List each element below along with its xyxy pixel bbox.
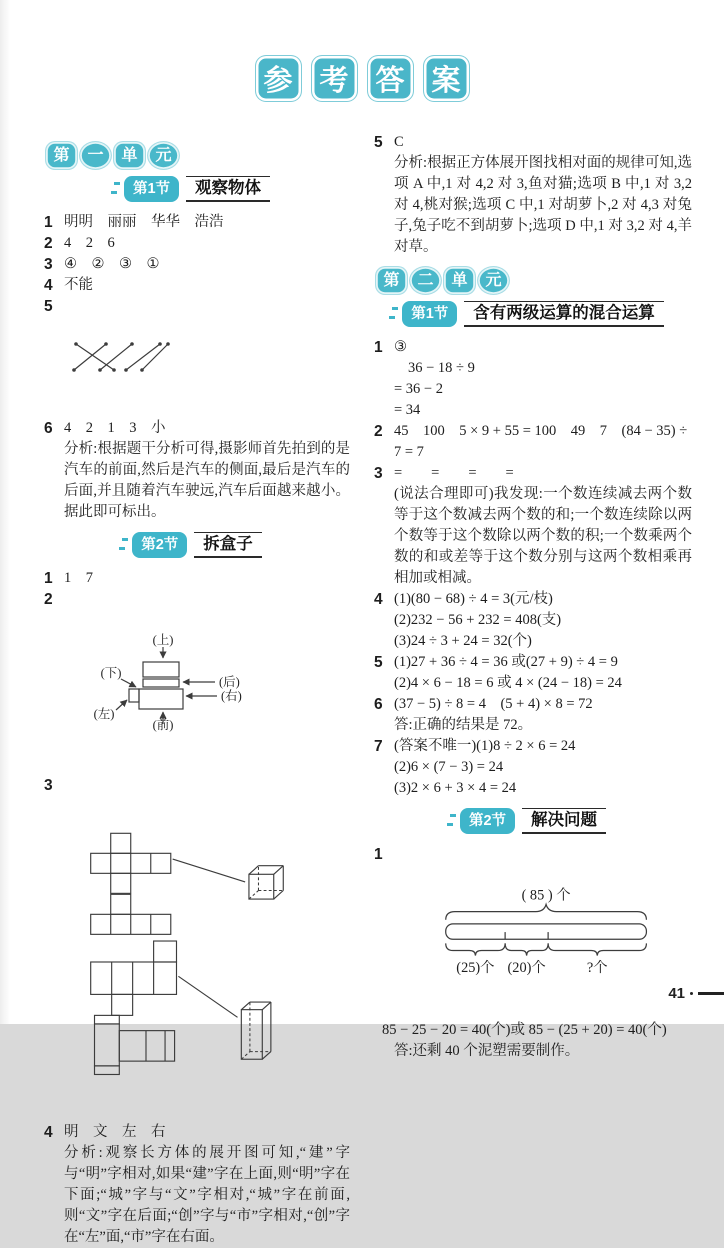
face-label-bottom: (下) — [100, 666, 122, 680]
unit-char: 单 — [444, 267, 475, 294]
unit-1-header — [46, 142, 350, 169]
title-char-tile: 答 — [368, 56, 413, 101]
analysis-paragraph: 分析:根据正方体展开图找相对面的规律可知,选项 A 中,1 对 4,2 对 3,鱼对猫;选项 B 中,1 对 3,2 对 4,桃对猴;选项 C 中,1 对胡萝卜,2 对 4,3 对兔子,兔子吃不到胡萝卜;选项 D 中,1 对 3,2 对 4,羊对草。 — [394, 155, 696, 255]
question-number: 4 — [374, 591, 383, 608]
answer-text: 明明 丽丽 华华 浩浩 — [64, 214, 224, 230]
answer-row — [44, 568, 350, 589]
labeled-box-net-diagram — [64, 633, 274, 731]
equation-line: = 34 — [394, 402, 421, 418]
answer-text: 不能 — [64, 277, 93, 293]
analysis-paragraph: 分析:根据题干分析可得,摄影师首先拍到的是汽车的前面,然后是汽车的侧面,最后是汽车的后面,并且随着汽车驶远,汽车后面越来越小。据此即可标出。 — [64, 441, 350, 520]
face-label-back: (后) — [219, 675, 240, 689]
answer-row — [374, 421, 692, 463]
title-char-tile: 参 — [256, 56, 301, 101]
question-number: 1 — [44, 570, 53, 587]
bar-total-label: ( 85 ) 个 — [521, 887, 571, 904]
title-char-tile: 考 — [312, 56, 357, 101]
unit-char: 元 — [148, 142, 179, 169]
bar-model-diagram — [415, 886, 671, 978]
answer-row-matching — [44, 296, 350, 418]
equation-line: (2)6 × (7 − 3) = 24 — [394, 759, 504, 775]
bar-segment1-label: (25)个 — [456, 960, 495, 977]
answer-row — [374, 736, 692, 757]
section-badge: 第2节 — [132, 532, 187, 558]
face-label-top: (上) — [152, 633, 174, 647]
page-title — [0, 56, 724, 101]
section-header-observe-objects — [44, 176, 350, 202]
answer-row — [374, 589, 692, 610]
answer-row — [44, 275, 350, 296]
equation-line: 85 − 25 − 20 = 40(个)或 85 − (25 + 20) = 40(个) — [382, 1022, 667, 1039]
unit-2-header — [376, 267, 692, 294]
answer-sentence: 答:正确的结果是 72。 — [394, 717, 533, 733]
equation-line: (2)4 × 6 − 18 = 6 或 4 × (24 − 18) = 24 — [394, 675, 622, 691]
answer-row — [374, 652, 692, 673]
section-header-solve-problems — [374, 808, 692, 834]
section-header-mixed-operations — [374, 301, 692, 327]
discovery-paragraph: (说法合理即可)我发现:一个数连续减去两个数等于这个数减去两个数的和;一个数连续除以两个数等于这个数除以两个数的积;一个数乘两个数的和或差等于这个数分别与这两个数相乘再相加或相减。 — [394, 486, 692, 586]
unit-char: 二 — [410, 267, 441, 294]
unit-char: 一 — [80, 142, 111, 169]
box-nets-matching-diagram — [64, 819, 350, 1078]
answer-row — [374, 463, 692, 484]
section-badge: 第2节 — [460, 808, 515, 834]
question-number: 5 — [374, 654, 383, 671]
section-badge: 第1节 — [124, 176, 179, 202]
section-badge: 第1节 — [402, 301, 457, 327]
question-number: 4 — [44, 277, 53, 294]
question-number: 1 — [374, 846, 383, 863]
answer-text: ④ ② ③ ① — [64, 256, 160, 272]
question-number: 6 — [44, 420, 53, 437]
bar-segment2-label: (20)个 — [507, 960, 546, 977]
answer-row — [374, 694, 692, 715]
page-number: 41 — [668, 985, 685, 1002]
bar-segment3-label: ?个 — [586, 960, 608, 977]
analysis-paragraph: 分析:观察长方体的展开图可知,“建”字与“明”字相对,如果“建”字在上面,则“明”字在下面;“城”字与“文”字相对,“城”字在前面,则“文”字在后面;“创”字与“市”字相对,“创”字在“左”面,“市”字在右面。 — [64, 1145, 350, 1246]
question-number: 2 — [374, 423, 383, 440]
question-number: 2 — [44, 591, 53, 608]
unit-char: 元 — [478, 267, 509, 294]
answer-text: 4 2 1 3 小 — [64, 420, 166, 436]
answer-text: ③ — [394, 339, 407, 355]
question-number: 5 — [374, 134, 383, 151]
section-header-unfold-box — [44, 532, 350, 558]
answer-row — [44, 1122, 350, 1143]
title-char-tile: 案 — [424, 56, 469, 101]
page-number-rule — [698, 992, 724, 995]
question-number: 1 — [44, 214, 53, 231]
answer-row — [374, 132, 692, 153]
unit-char: 第 — [46, 142, 77, 169]
equation-line: (3)24 ÷ 3 + 24 = 32(个) — [394, 633, 532, 649]
answer-row — [44, 418, 350, 439]
answer-row — [374, 337, 692, 358]
section-title: 解决问题 — [522, 808, 606, 834]
question-number: 4 — [44, 1124, 53, 1142]
equation-line: = 36 − 2 — [394, 381, 443, 397]
unit-char: 第 — [376, 267, 407, 294]
answer-text: 明 文 左 右 — [64, 1124, 166, 1141]
equation-line: (3)2 × 6 + 3 × 4 = 24 — [394, 780, 517, 796]
answer-row-nets — [44, 775, 350, 1122]
question-number: 5 — [44, 298, 53, 315]
section-title: 含有两级运算的混合运算 — [464, 301, 664, 327]
equation-line: 36 − 18 ÷ 9 — [408, 360, 475, 376]
answer-row — [44, 212, 350, 233]
answer-row — [44, 233, 350, 254]
answer-sentence: 答:还剩 40 个泥塑需要制作。 — [394, 1043, 580, 1060]
answer-text: 1 7 — [64, 570, 93, 586]
answer-row-bar-model — [374, 844, 692, 1020]
answer-text: (37 − 5) ÷ 8 = 4 (5 + 4) × 8 = 72 — [394, 696, 593, 712]
answer-row-box-net — [44, 589, 350, 775]
question-number: 7 — [374, 738, 383, 755]
left-column — [44, 142, 350, 1248]
answer-text: = = = = — [394, 465, 514, 481]
question-number: 6 — [374, 696, 383, 713]
face-label-left: (左) — [93, 707, 115, 721]
answer-text: (答案不唯一)(1)8 ÷ 2 × 6 = 24 — [394, 738, 576, 754]
section-title: 拆盒子 — [194, 532, 262, 558]
section-title: 观察物体 — [186, 176, 270, 202]
face-label-front: (前) — [152, 718, 174, 732]
answer-text: (1)(80 − 68) ÷ 4 = 3(元/枝) — [394, 591, 553, 607]
equation-line: (2)232 − 56 + 232 = 408(支) — [394, 612, 562, 628]
unit-char: 单 — [114, 142, 145, 169]
page-footer — [668, 985, 724, 1002]
answer-text: 4 2 6 — [64, 235, 115, 251]
answer-text: C — [394, 134, 404, 150]
question-number: 2 — [44, 235, 53, 252]
question-number: 3 — [44, 256, 53, 273]
question-number: 3 — [374, 465, 383, 482]
matching-lines-diagram — [64, 340, 184, 374]
page-number-dot — [690, 992, 693, 995]
answer-text: 45 100 5 × 9 + 55 = 100 49 7 (84 − 35) ÷ 7 = 7 — [394, 423, 691, 460]
answer-text: (1)27 + 36 ÷ 4 = 36 或(27 + 9) ÷ 4 = 9 — [394, 654, 618, 670]
question-number: 1 — [374, 339, 383, 356]
question-number: 3 — [44, 777, 53, 794]
face-label-right: (右) — [221, 689, 242, 703]
answer-row — [44, 254, 350, 275]
right-column — [374, 132, 696, 1062]
